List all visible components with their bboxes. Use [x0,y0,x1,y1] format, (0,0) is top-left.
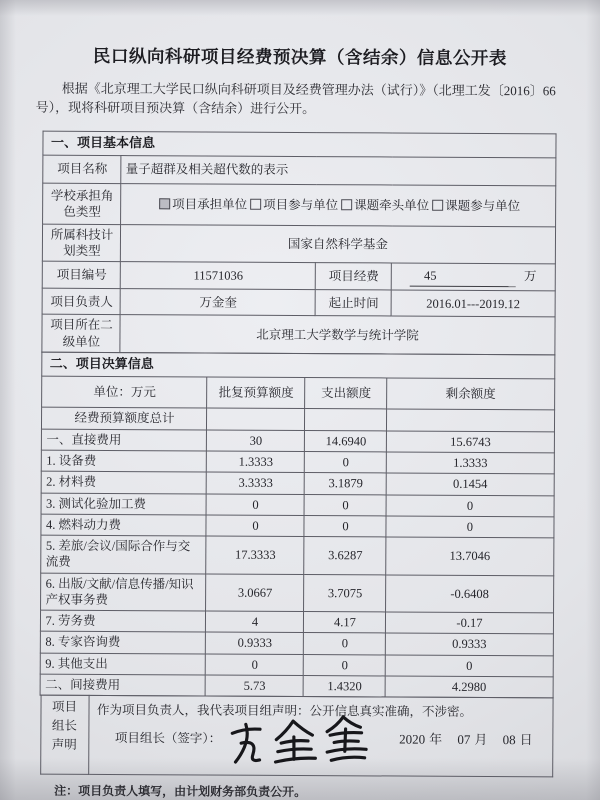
budget-row-label: 2. 材料费 [42,471,207,493]
budget-row [41,610,553,634]
budget-approved: 30 [207,430,305,452]
budget-approved: 4 [206,611,304,633]
date-year: 2020 [399,731,426,747]
plan-type-value: 国家自然科学基金 [121,224,555,264]
budget-spent: 0 [304,633,386,655]
period-value: 2016.01---2019.12 [392,290,555,317]
footnote: 注：项目负责人填写，由计划财务部负责公开。 [54,783,307,800]
budget-approved: 3.3333 [207,472,305,494]
budget-row-label: 7. 劳务费 [41,610,206,632]
intro-paragraph: 根据《北京理工大学民口纵向科研项目及经费管理办法（试行）》（北理工发〔2016〕66 号），现将科研项目预决算（含结余）进行公开。 [35,80,556,117]
empty-cell [387,409,554,432]
budget-remaining: 0 [386,654,553,676]
checkbox-topic-lead-unit [341,199,352,210]
signature-date: 2020 年 07 月 08 日 [399,731,533,748]
col-approved: 批复预算额度 [207,377,305,409]
budget-row [42,493,554,517]
budget-row [41,653,553,677]
section1-header-row [43,131,555,158]
budget-row [42,471,554,495]
declaration-statement: 作为项目负责人，我代表项目组声明：公开信息真实准确，不涉密。 [96,702,473,719]
section2-header: 二、项目决算信息 [42,352,554,379]
budget-spent: 1.4320 [304,675,386,697]
page-title: 民口纵向科研项目经费预决算（含结余）信息公开表 [92,45,507,69]
budget-row [41,535,553,575]
budget-spent: 0 [304,515,386,537]
funding-value-cell [392,263,555,291]
budget-spent: 3.7075 [304,574,386,612]
role-type-row [43,183,555,227]
funding-amount: 45 [410,268,516,287]
budget-approved: 0 [206,654,304,676]
budget-row [41,631,553,655]
budget-row [42,450,554,474]
budget-remaining: 13.7046 [386,537,553,575]
empty-cell [305,408,387,430]
budget-row-label: 一、直接费用 [42,429,207,451]
period-label: 起止时间 [316,290,392,316]
role-type-label: 学校承担角色类型 [43,183,121,224]
budget-remaining: 0.9333 [386,633,553,655]
project-name-label: 项目名称 [43,155,121,183]
budget-approved: 0 [206,515,304,537]
budget-total-label: 经费预算额度总计 [42,407,207,430]
budget-spent: 0 [304,654,386,676]
budget-remaining: 1.3333 [387,452,554,474]
budget-row-label: 二、间接费用 [41,674,206,696]
budget-row-label: 9. 其他支出 [41,653,206,675]
budget-approved: 17.3333 [206,536,304,574]
declaration-content [88,695,552,776]
budget-row-label: 6. 出版/文献/信息传播/知识产权事务费 [41,573,206,611]
budget-row-label: 3. 测试化验加工费 [42,493,207,515]
declaration-label: 项目 组长 声明 [40,695,88,774]
role-options-cell [121,183,555,226]
budget-remaining: 0.1454 [387,473,554,495]
budget-row [42,429,554,453]
project-number-row [43,262,555,292]
budget-spent: 3.6287 [304,537,386,575]
signature-row [93,724,548,754]
budget-remaining: -0.6408 [386,574,553,612]
budget-spent: 14.6940 [305,430,387,452]
budget-spent: 4.17 [304,612,386,634]
leader-label: 项目负责人 [43,289,121,315]
budget-row-label: 1. 设备费 [42,450,207,472]
budget-table [40,352,555,699]
budget-column-header-row [42,376,554,410]
role-option-label: 项目承担单位 [172,197,248,212]
budget-spent: 3.1879 [305,473,387,495]
affiliation-row [42,315,554,355]
sign-label: 项目组长（签字）： [114,731,222,746]
budget-spent: 0 [305,452,387,474]
checkbox-topic-participant-unit [432,199,443,210]
budget-approved: 0 [207,494,305,516]
section1-header: 一、项目基本信息 [43,131,555,158]
empty-cell [207,408,305,431]
basic-info-table [42,131,556,356]
leader-value: 万金奎 [121,289,316,316]
budget-remaining: 15.6743 [387,431,554,453]
checkbox-participant-unit [250,199,261,210]
paper-sheet [24,43,572,800]
budget-row-label: 4. 燃料动力费 [41,514,206,536]
col-remaining: 剩余额度 [387,378,554,410]
budget-remaining: 0 [386,516,553,538]
section2-header-row [42,352,554,379]
budget-remaining: 0 [387,494,554,516]
budget-row [41,573,553,613]
date-month: 07 [457,731,471,747]
funding-unit: 万 [523,269,537,284]
declaration-row [40,695,552,777]
budget-row [41,514,553,538]
budget-approved: 3.0667 [206,574,304,612]
budget-remaining: 4.2980 [386,676,553,698]
affiliation-label: 项目所在二级单位 [42,315,120,353]
funding-label: 项目经费 [316,263,392,290]
role-option-label: 课题牵头单位 [354,198,430,213]
signature-handwriting [225,725,383,754]
budget-remaining: -0.17 [386,612,553,634]
budget-row-label: 5. 差旅/会议/国际合作与交流费 [41,535,206,573]
col-spent: 支出额度 [305,377,387,408]
leader-row [43,289,555,318]
budget-approved: 0.9333 [206,632,304,654]
role-option-label: 课题参与单位 [445,198,521,213]
col-unit: 单位：万元 [42,376,207,408]
role-option-label: 项目参与单位 [263,197,339,212]
budget-approved: 5.73 [206,675,304,697]
checkbox-undertaker-unit [159,198,170,209]
project-number-value: 11571036 [121,262,316,290]
plan-type-label: 所属科技计划类型 [43,224,121,262]
budget-approved: 1.3333 [207,451,305,473]
date-day: 08 [502,731,516,747]
budget-row-label: 8. 专家咨询费 [41,631,206,653]
project-number-label: 项目编号 [43,262,121,289]
budget-total-row [42,407,554,432]
project-name-row [43,155,555,186]
budget-spent: 0 [305,494,387,516]
project-name-value: 量子超群及相关超代数的表示 [121,155,555,185]
affiliation-value: 北京理工大学数学与统计学院 [120,315,554,355]
plan-type-row [43,224,555,264]
declaration-table [40,695,553,778]
